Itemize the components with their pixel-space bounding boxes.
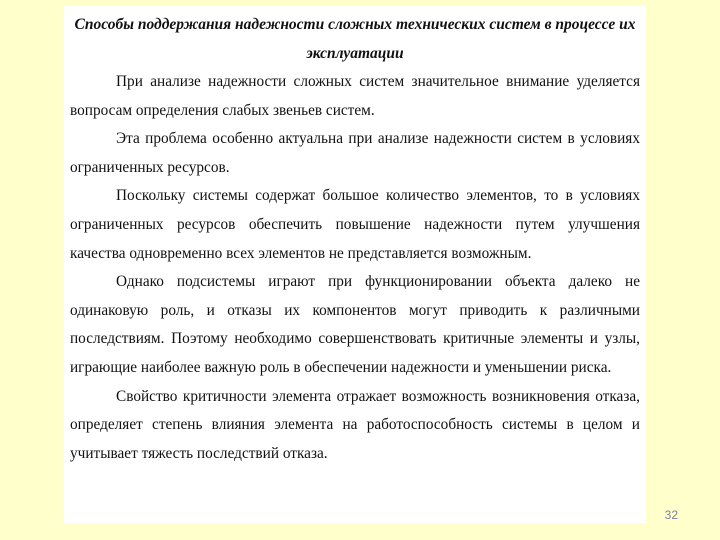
- slide-number: 32: [664, 508, 678, 522]
- document-title: Способы поддержания надежности сложных технических систем в процессе их эксплуатации: [74, 16, 636, 62]
- paragraph-2: Эта проблема особенно актуальна при анализе надежности систем в условиях ограниченных ресурсов.: [70, 130, 640, 176]
- document-page: [64, 6, 646, 523]
- paragraph-4: Однако подсистемы играют при функционировании объекта далеко не одинаковую роль, и отказы их компонентов могут приводить к различными последствиям. Поэтому необходимо совершенствовать критичные элементы и узлы, играющие наиболее важную роль в обеспечении надежности и уменьшении риска.: [70, 273, 640, 376]
- paragraph-3: Поскольку системы содержат большое количество элементов, то в условиях ограниченных ресурсов обеспечить повышение надежности путем улучшения качества одновременно всех элементов не представляется возможным.: [70, 187, 640, 262]
- paragraph-1: При анализе надежности сложных систем значительное внимание уделяется вопросам определения слабых звеньев систем.: [70, 73, 640, 119]
- paragraph-5: Свойство критичности элемента отражает возможность возникновения отказа, определяет степень влияния элемента на работоспособность системы в целом и учитывает тяжесть последствий отказа.: [70, 387, 640, 462]
